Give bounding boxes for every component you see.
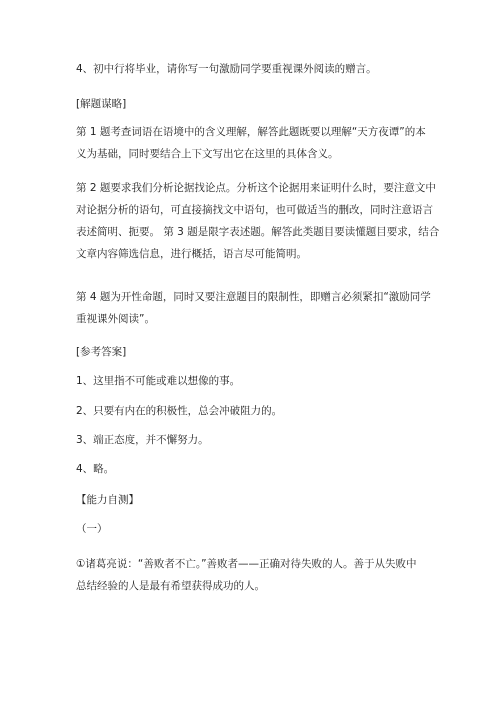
answer-item: 1、这里指不可能或难以想像的事。 xyxy=(76,375,241,387)
analysis-q2-paragraph: 第 2 题要求我们分析论据找论点。分析这个论据用来证明什么时，要注意文中 对论据分析的语句，可直接摘找文中语句，也可做适当的删改，同时注意语言 表述简明、扼要。 第 3 题是限字表述题。解答此类题目要读懂题目要求，结合 文章内容筛选信息，进行概括，语言尽可能简明。 xyxy=(76,182,440,260)
analysis-q1-paragraph: 第 1 题考查词语在语境中的含义理解，解答此题既要以理解“天方夜谭”的本 义为基础，同时要结合上下文写出它在这里的具体含义。 xyxy=(76,126,426,160)
question-4: 4、初中行将毕业，请你写一句激励同学要重视课外阅读的赠言。 xyxy=(76,63,377,75)
analysis-q4-paragraph: 第 4 题为开性命题，同时又要注意题目的限制性，即赠言必须紧扣“激励同学 重视课外阅读”。 xyxy=(76,291,431,325)
answer-item: 2、只要有内在的积极性，总会冲破阻力的。 xyxy=(76,405,283,417)
passage-paragraph: ①诸葛亮说：“善败者不亡。”善败者——正确对待失败的人。善于从失败中 总结经验的人是最有希望获得成功的人。 xyxy=(76,558,417,592)
answer-heading: [参考答案] xyxy=(76,346,127,358)
self-test-heading: 【能力自测】 xyxy=(76,494,139,506)
answer-item: 4、略。 xyxy=(76,463,115,475)
section-one-heading: （一） xyxy=(76,523,108,535)
analysis-heading: [解题谋略] xyxy=(76,98,127,110)
answer-item: 3、端正态度，并不懈努力。 xyxy=(76,434,209,446)
